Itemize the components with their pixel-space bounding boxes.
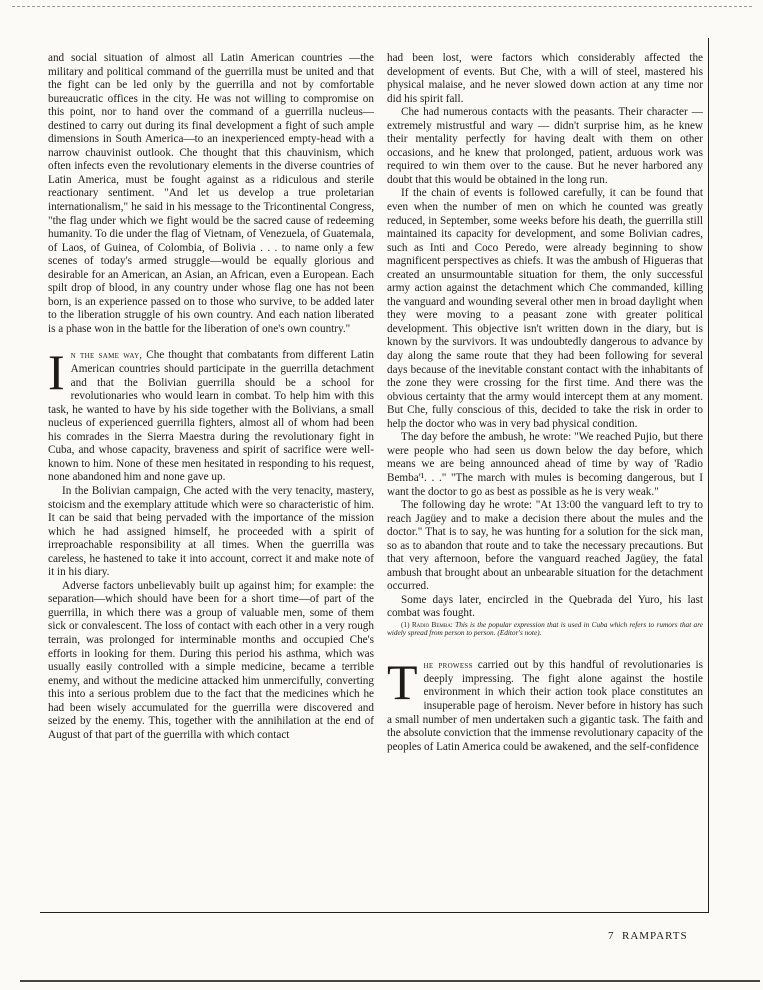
right-paragraph-7-body: carried out by this handful of revolutionaries is deeply impressing. The fight alone against the hostile environment in which their action took place constitutes an insuperable page of heroism. Never before in history has such a small number of men undertaken such a gigantic task. The faith and the absolute conviction that the immense revolutionary capacity of the peoples of Latin America could be awakened, and the self-confidence [387,659,703,753]
left-paragraph-4: Adverse factors unbelievably built up against him; for example: the separation—which should have been for a short time—of part of the guerrilla, in which there was a group of valuable men, some of them sick or convalescent. The loss of contact with each other in a very rough terrain, was prolonged for interminable months and occupied Che's efforts in looking for them. During this period his asthma, which was usually easily controlled with a simple medicine, became a terrible enemy, and without the medicine attacked him unmercifully, converting this into a serious problem due to the fact that the medicines which he had been wisely accumulated for the guerrilla were discovered and seized by the enemy. This, together with the annihilation at the end of August of that part of the guerrilla with which contact [48,579,374,741]
page-folio [608,930,688,942]
page-top-edge [12,6,752,7]
right-paragraph-3: If the chain of events is followed carefully, it can be found that even when the number of men on which he counted was greatly reduced, in September, some weeks before his death, the guerrilla still maintained its capacity for development, and some Bolivian cadres, such as Inti and Coco Peredo, were already beginning to show magnificent perspectives as chiefs. It was the ambush of Higueras that created an unsurmountable situation for them, the only successful army action against the detachment which Che commanded, killing the vanguard and wounding several other men in broad daylight when they were moving to a peasant zone with greater political development. This objective isn't written down in the diary, but is known by the survivors. It was undoubtedly dangerous to advance by day along the same route that they had been following for several days because of the inevitable constant contact with the inhabitants of the zone they were crossing for the first time. And there was the obvious certainty that the army would intercept them at any moment. But Che, fully conscious of this, decided to take the risk in order to help the doctor who was in very bad physical condition. [387,187,703,430]
section-lead-in-2: he prowess [423,660,473,672]
section-lead-in: n the same way, [70,350,143,362]
right-paragraph-7 [387,654,703,754]
footnote-text: This is the popular expression that is used in Cuba which refers to rumors that are widely spread from person to person. (Editor's note). [387,619,704,638]
left-paragraph-2 [48,344,374,484]
page-bottom-edge [20,980,760,982]
page-number: 7 [608,930,615,942]
right-border-rule [708,38,709,913]
drop-cap-t: T [387,654,418,711]
right-paragraph-5: The following day he wrote: "At 13:00 the vanguard left to try to reach Jagüey and to make a decision there about the mules and the doctor." That is to say, he was hunting for a solution for the sick man, so as to abandon that route and to take the necessary precautions. But that very afternoon, before the vanguard reached Jagüey, the fatal ambush that brought about an unbearable situation for the detachment occurred. [387,499,703,593]
right-paragraph-6: Some days later, encircled in the Quebrada del Yuro, his last combat was fought. [387,593,703,620]
right-column [387,52,703,754]
left-column [48,52,374,742]
drop-cap-i: I [48,344,65,401]
left-paragraph-2-body: Che thought that combatants from different Latin American countries should participate in the guerrilla detachment and that the Bolivian guerrilla should be a school for revolutionaries who would learn in combat. To help him with this task, he wanted to have by his side together with the Bolivians, a small nucleus of experienced guerrilla fighters, almost all of whom had been his comrades in the Sierra Maestra during the revolutionary fight in Cuba, and whose capacity, braveness and spirit of sacrifice were well-known to him. None of these men hesitated in responding to his request, none abandoned him and none gave up. [48,349,374,484]
right-paragraph-1: had been lost, were factors which considerably affected the development of events. But Che, with a will of steel, mastered his physical malaise, and he never slowed down action at any time nor did his spirit fall. [387,52,703,105]
left-paragraph-1: and social situation of almost all Latin American countries —the military and political command of the guerrilla must be united and that the fight can be led only by the guerrilla and not by comfortable bureaucratic offices in the city. He was not willing to compromise on this point, nor to hand over the command of a guerrilla nucleus—destined to carry out during its final development a fight of such ample dimensions in South America—to an inexperienced empty-head with a narrow chauvinist outlook. Che thought that this chauvinism, which often infects even the revolutionary elements in the diverse countries of Latin America, must be fought against as a ridiculous and sterile reactionary sentiment. "And let us develop a true proletarian internationalism," he said in his message to the Tricontinental Congress, "the flag under which we fight would be the sacred cause of redeeming humanity. To die under the flag of Vietnam, of Venezuela, of Guatemala, of Laos, of Guinea, of Colombia, of Bolivia . . . to name only a few scenes of today's armed struggle—would be equally glorious and desirable for an American, an Asian, an African, even a European. Each spilt drop of blood, in any country under whose flag one has not been born, is an experience passed on to those who survive, to be added later to the liberation struggle of his own country. And each nation liberated is a phase won in the battle for the liberation of one's own country." [48,52,374,335]
footnote-label: (1) Radio Bemba: [401,619,453,629]
right-paragraph-4: The day before the ambush, he wrote: "We reached Pujio, but there were people who had seen us down below the day before, which means we are being announced ahead of time by way of 'Radio Bemba'¹. . ." "The march with mules is becoming dangerous, but I want the doctor to go as best as possible as he is very weak." [387,431,703,498]
magazine-name: RAMPARTS [622,930,688,942]
footnote [387,621,703,637]
bottom-border-rule [40,912,709,913]
left-paragraph-3: In the Bolivian campaign, Che acted with the very tenacity, mastery, stoicism and the exemplary attitude which were so characteristic of him. It can be said that being pervaded with the importance of the mission which he had assigned himself, he proceeded with a spirit of irreproachable responsibility at all times. When the guerrilla was careless, he hastened to take it into account, correct it and make note of it in his diary. [48,484,374,579]
right-paragraph-2: Che had numerous contacts with the peasants. Their character — extremely mistrustful and wary — didn't surprise him, as he knew their mentality perfectly for having dealt with them on other occasions, and he knew that prolonged, patient, arduous work was required to win them over to the cause. But he never harbored any doubt that this would be obtained in the long run. [387,106,703,186]
